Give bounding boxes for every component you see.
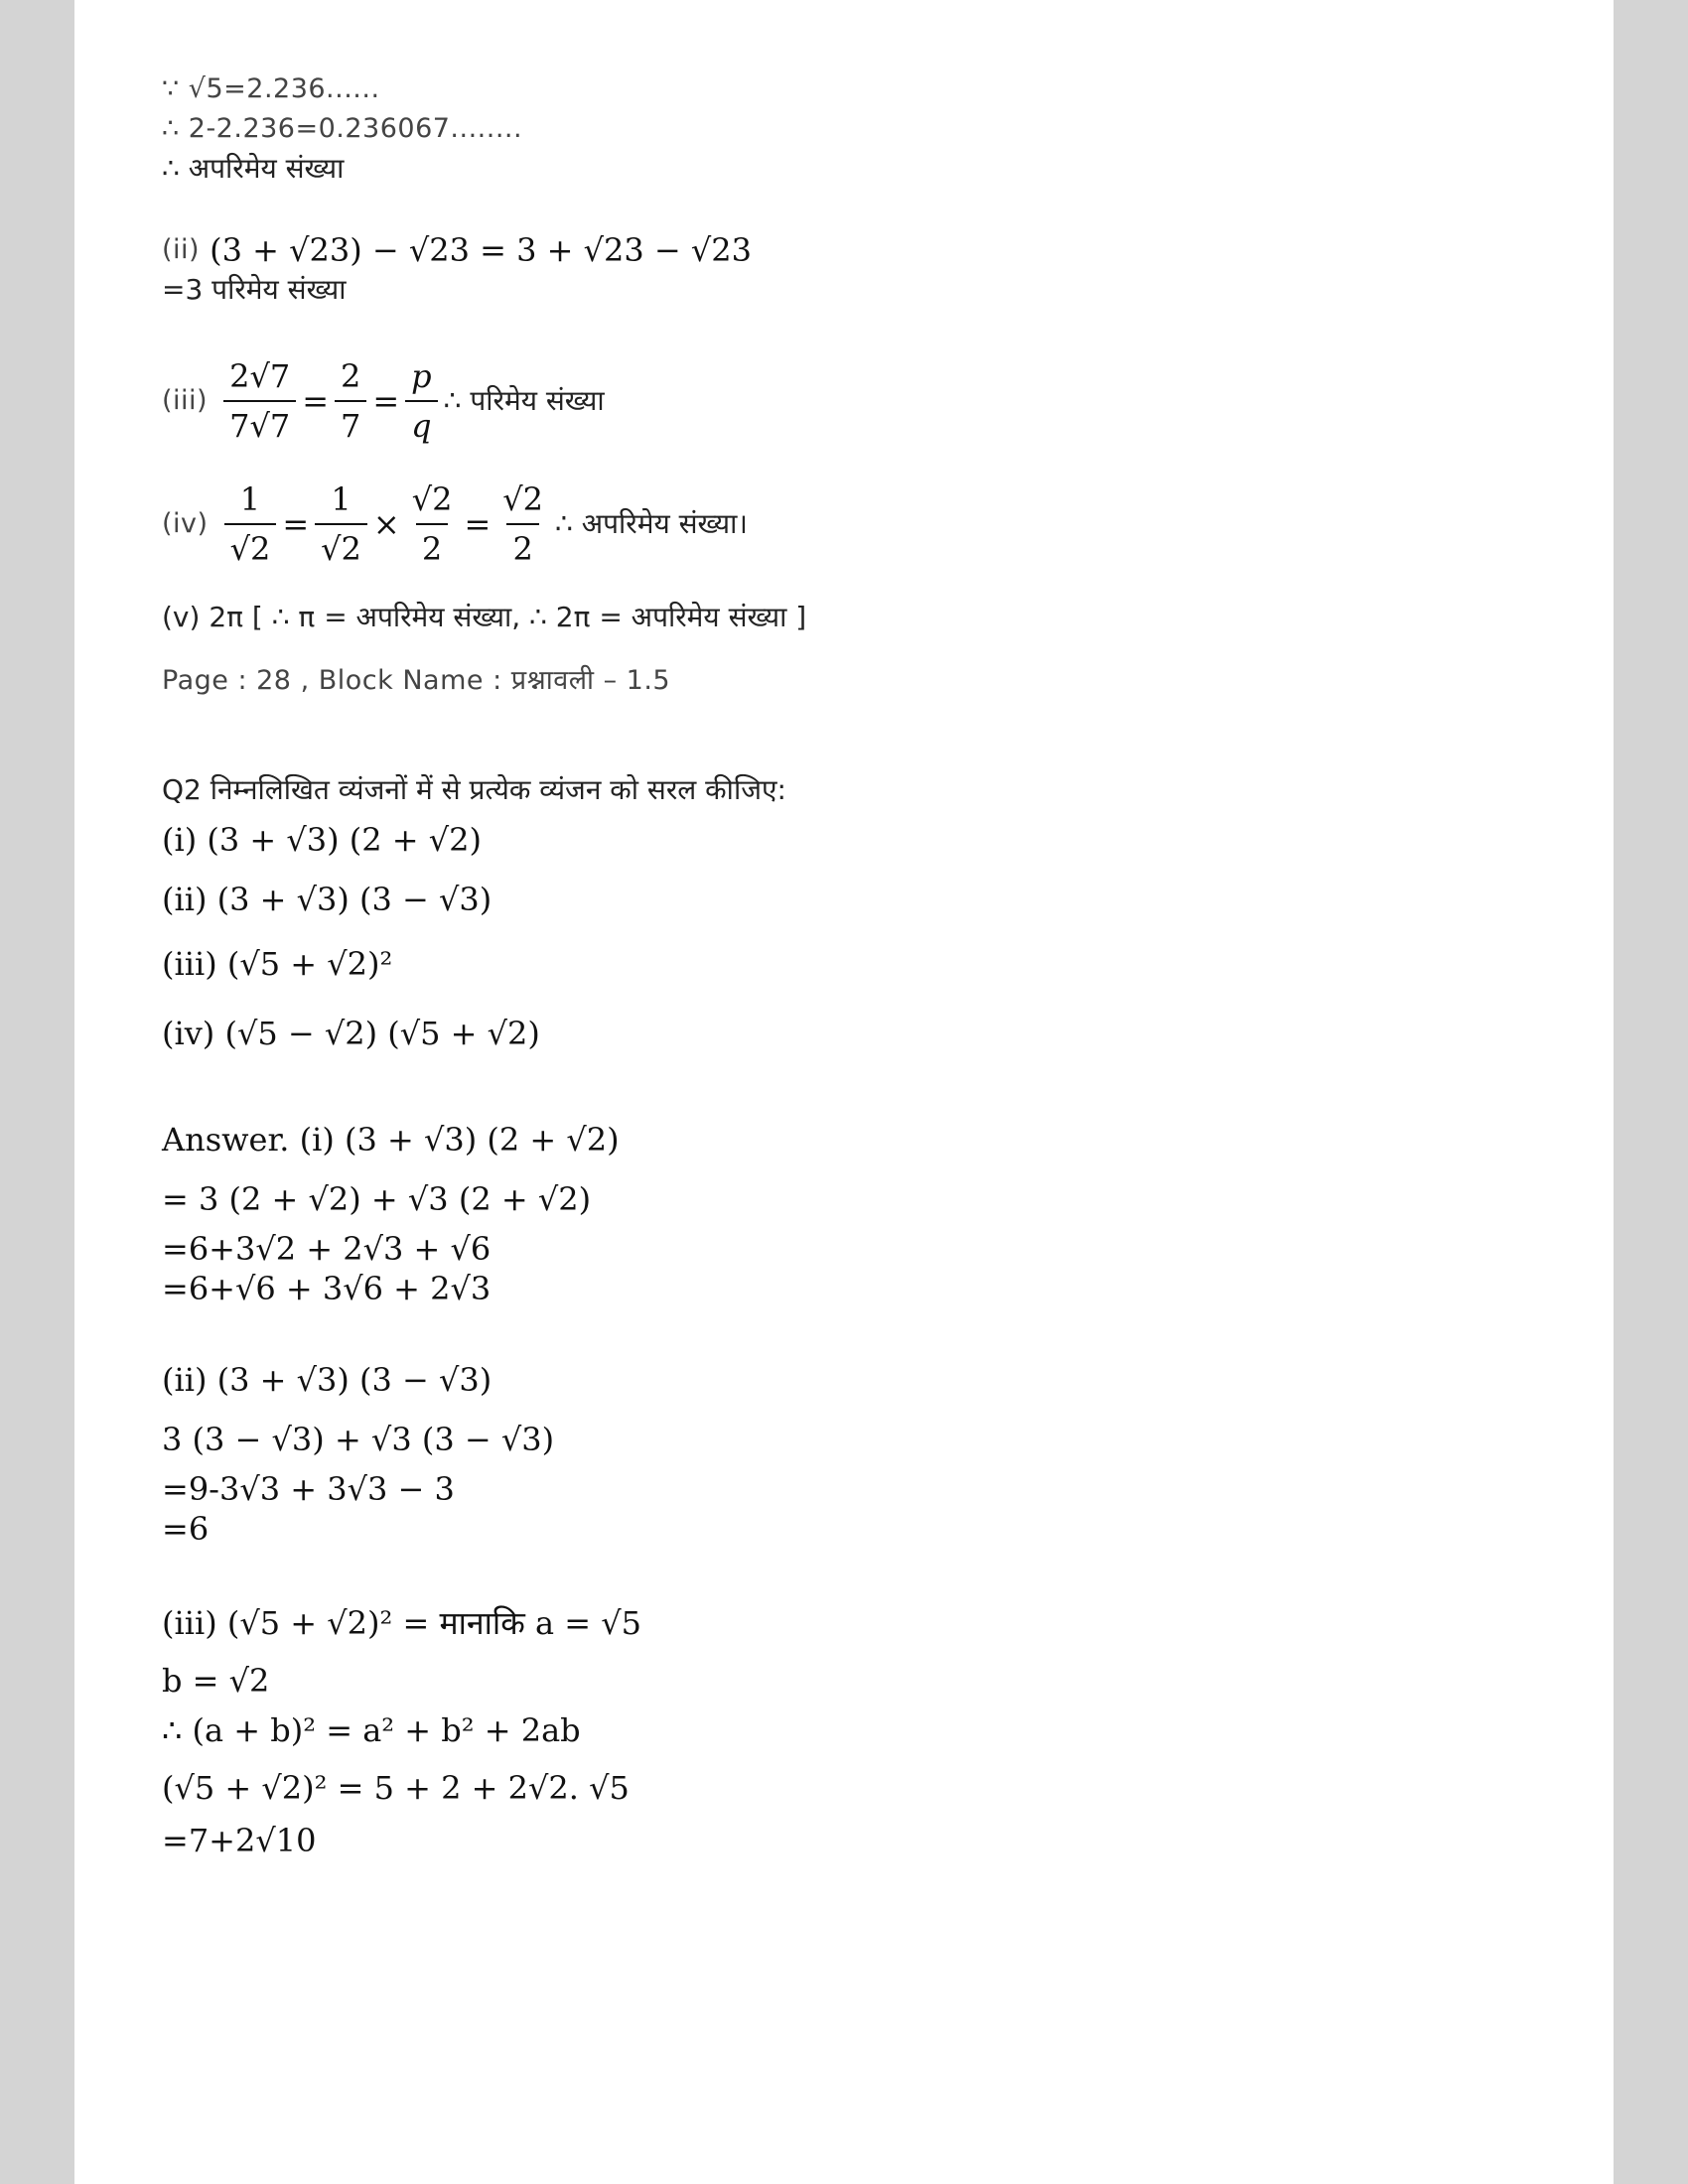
question-part: (iv) (√5 − √2) (√5 + √2) (162, 1015, 540, 1052)
text-line: =3 परिमेय संख्या (162, 273, 347, 306)
answer-line: 3 (3 − √3) + √3 (3 − √3) (162, 1421, 555, 1458)
fraction: $\frac{1}{√2}$ (224, 479, 277, 569)
part-v-line: (v) 2π [ ∴ π = अपरिमेय संख्या, ∴ 2π = अपरिमेय संख्या ] (162, 601, 807, 633)
question-part: (ii) (3 + √3) (3 − √3) (162, 881, 492, 918)
part-label: (ii) (162, 234, 201, 265)
answer-line: b = √2 (162, 1662, 270, 1700)
text-line: ∴ अपरिमेय संख्या (162, 152, 345, 185)
question-title: Q2 निम्नलिखित व्यंजनों में से प्रत्येक व्यंजन को सरल कीजिए: (162, 773, 786, 806)
answer-line: =6 (162, 1510, 210, 1548)
page-content (162, 69, 1552, 1860)
text-line: ∵ √5=2.236...... (162, 73, 380, 104)
part-ii-line (162, 230, 1552, 270)
answer-line: =6+√6 + 3√6 + 2√3 (162, 1270, 492, 1307)
text-line: ∴ परिमेय संख्या (443, 384, 605, 417)
part-label: (iii) (162, 385, 209, 416)
part-iv-line: (iv) $\frac{1}{√2}$ = $\frac{1}{√2}$ × $\frac{√2}{2}$ = $\frac{√2}{2}$ ∴ अपरिमेय संख्या। (162, 480, 749, 568)
question-part: (i) (3 + √3) (2 + √2) (162, 821, 483, 859)
answer-line: Answer. (i) (3 + √3) (2 + √2) (162, 1121, 620, 1159)
part-iii-line: (iii) $\frac{2√7}{7√7}$ = $\frac{2}{7}$ = $\frac{p}{q}$ ∴ परिमेय संख्या (162, 357, 605, 445)
fraction: $\frac{1}{√2}$ (315, 479, 367, 569)
answer-line: ∴ (a + b)² = a² + b² + 2ab (162, 1711, 581, 1749)
math-expression: (3 + √23) − √23 = 3 + √23 − √23 (210, 231, 752, 269)
fraction: $\frac{√2}{2}$ (502, 480, 543, 568)
question-part: (iii) (√5 + √2)² (162, 945, 393, 983)
answer-line: = 3 (2 + √2) + √3 (2 + √2) (162, 1180, 592, 1218)
text-line: ∴ 2-2.236=0.236067........ (162, 113, 523, 144)
fraction: $\frac{2√7}{7√7}$ (223, 356, 296, 446)
fraction: $\frac{√2}{2}$ (411, 480, 453, 568)
answer-line: =6+3√2 + 2√3 + √6 (162, 1230, 492, 1268)
part-label: (iv) (162, 508, 209, 539)
page-reference: Page : 28 , Block Name : प्रश्नावली – 1.5 (162, 665, 671, 696)
fraction: $\frac{2}{7}$ (335, 356, 366, 446)
answer-line: (√5 + √2)² = 5 + 2 + 2√2. √5 (162, 1769, 630, 1807)
fraction: $\frac{p}{q}$ (405, 356, 437, 446)
answer-line: (ii) (3 + √3) (3 − √3) (162, 1361, 492, 1399)
document-page (74, 0, 1614, 2184)
answer-line: (iii) (√5 + √2)² = मानाकि a = √5 (162, 1604, 641, 1642)
answer-line: =7+2√10 (162, 1822, 317, 1859)
answer-line: =9-3√3 + 3√3 − 3 (162, 1470, 455, 1508)
text-line: ∴ अपरिमेय संख्या। (555, 507, 749, 540)
